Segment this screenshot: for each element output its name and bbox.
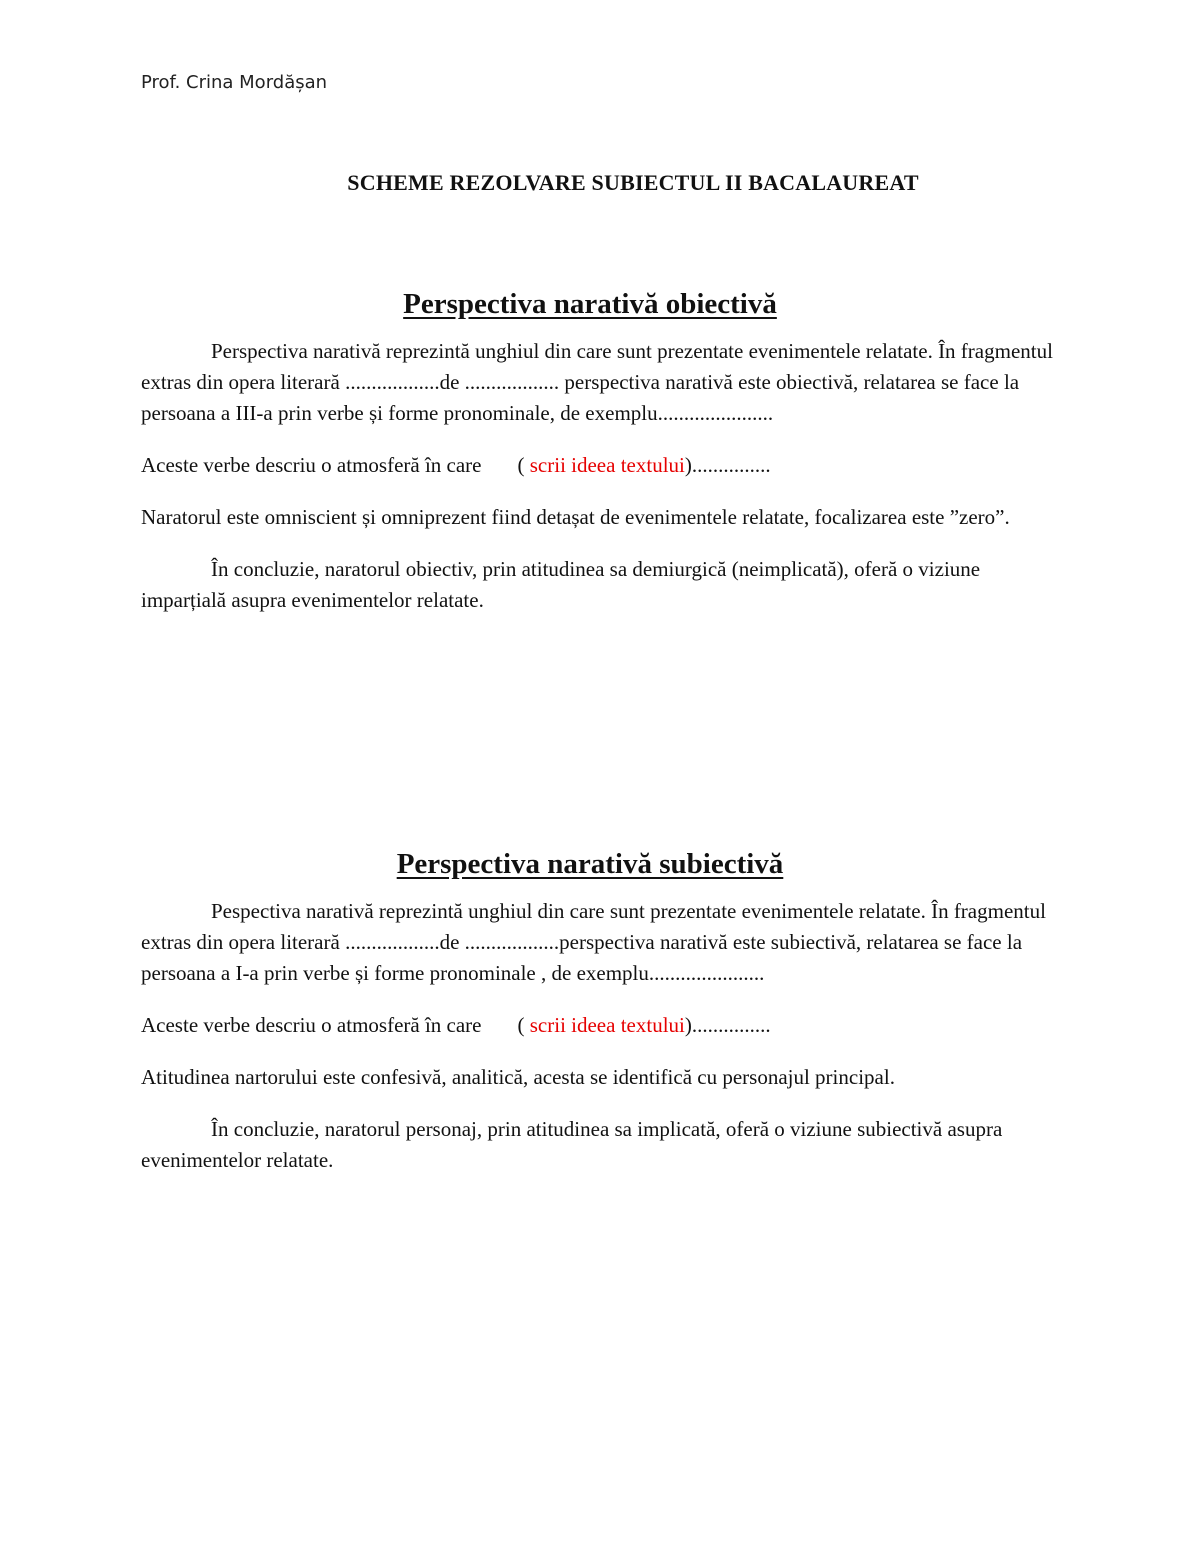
paragraph-narrator: Atitudinea nartorului este confesivă, analitică, acesta se identifică cu personajul principal. — [141, 1065, 895, 1089]
paragraph-definition: Pespectiva narativă reprezintă unghiul din care sunt prezentate evenimentele relatate. În fragmentul extras din opera literară ..................de ..................perspectiva narativă este subiectivă, relatarea se face la persoana a I-a prin verbe și forme pronominale , de exemplu...................... — [141, 899, 1046, 985]
paragraph-narrator: Naratorul este omniscient și omniprezent fiind detașat de evenimentele relatate, focalizarea este ”zero”. — [141, 505, 1010, 529]
section-heading: Perspectiva narativă subiectivă — [396, 848, 784, 880]
section-objective-perspective — [141, 284, 1063, 637]
paragraph-definition: Perspectiva narativă reprezintă unghiul din care sunt prezentate evenimentele relatate. În fragmentul extras din opera literară ..................de .................. perspectiva narativă este obiectivă, relatarea se face la persoana a III-a prin verbe și forme pronominale, de exemplu...................... — [141, 339, 1053, 425]
paragraph-atmosphere — [141, 450, 1063, 481]
atmosphere-text: Aceste verbe descriu o atmosferă în care — [141, 1013, 482, 1037]
atmosphere-text: Aceste verbe descriu o atmosferă în care — [141, 453, 482, 477]
placeholder-dots: )............... — [684, 453, 771, 477]
placeholder-dots: )............... — [684, 1013, 771, 1037]
section-heading: Perspectiva narativă obiectivă — [403, 288, 777, 320]
header-author: Prof. Crina Mordășan — [141, 72, 328, 93]
hint-text: scrii ideea textului — [529, 453, 685, 477]
paragraph-conclusion: În concluzie, naratorul personaj, prin atitudinea sa implicată, oferă o viziune subiectivă asupra evenimentelor relatate. — [141, 1117, 1003, 1172]
paren-open: ( — [517, 453, 530, 477]
hint-text: scrii ideea textului — [529, 1013, 685, 1037]
document-title: SCHEME REZOLVARE SUBIECTUL II BACALAUREAT — [347, 170, 919, 195]
paragraph-atmosphere — [141, 1010, 1063, 1041]
paragraph-conclusion: În concluzie, naratorul obiectiv, prin atitudinea sa demiurgică (neimplicată), oferă o viziune imparțială asupra evenimentelor relatate. — [141, 557, 981, 612]
paren-open: ( — [517, 1013, 530, 1037]
section-subjective-perspective — [141, 844, 1063, 1197]
